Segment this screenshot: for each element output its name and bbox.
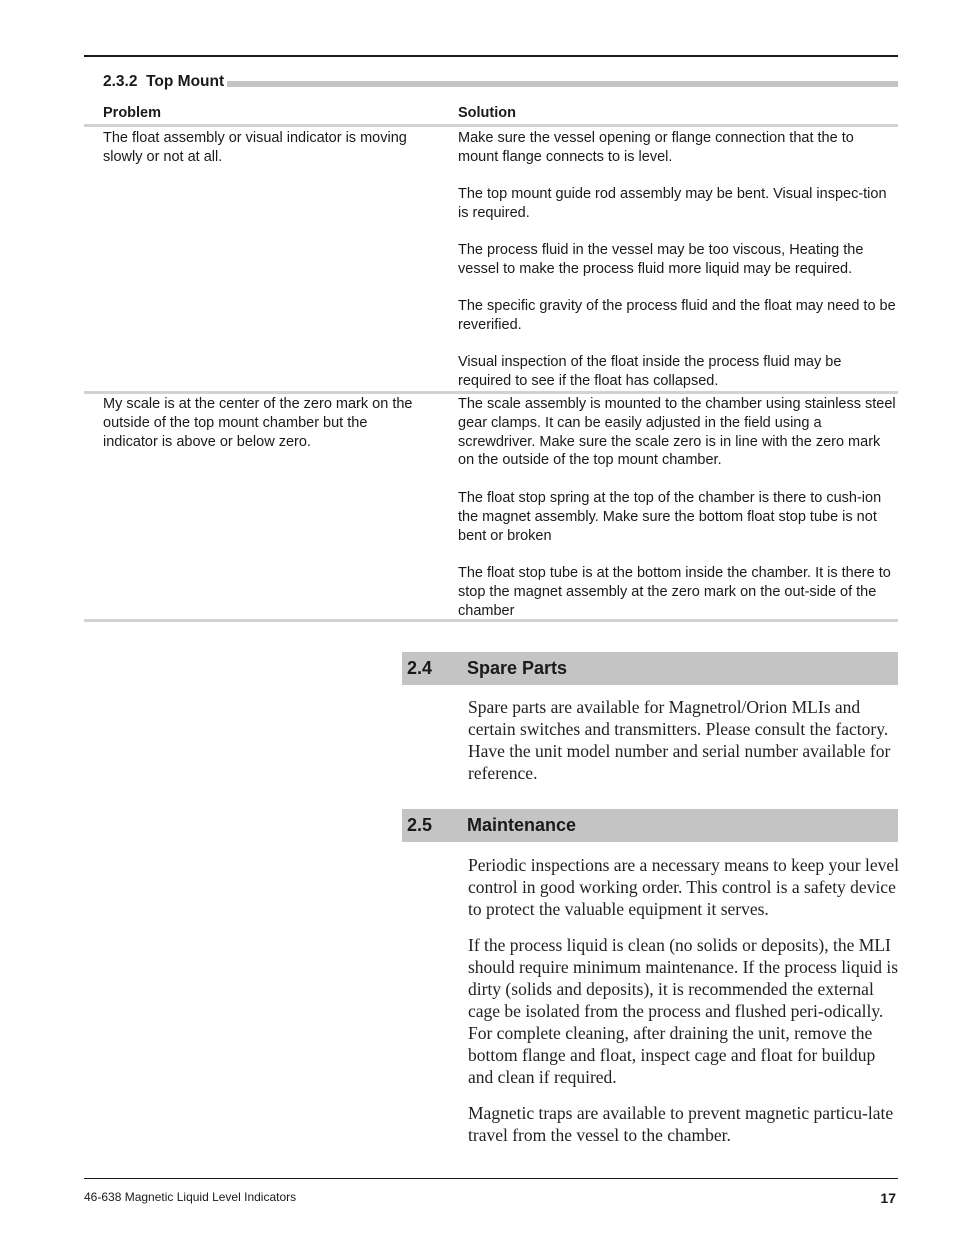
spare-parts-paragraph: Spare parts are available for Magnetrol/Orion MLIs and certain switches and transmitters. Please consult the factory. Have the unit model number and serial number available for reference. <box>468 697 891 783</box>
problem-column-header: Problem <box>103 105 162 121</box>
section-title: Top Mount <box>146 73 225 90</box>
header-rule <box>84 124 898 127</box>
top-rule <box>84 55 898 57</box>
footer-document-title: 46-638 Magnetic Liquid Level Indicators <box>84 1190 297 1204</box>
maintenance-paragraph-3: Magnetic traps are available to prevent magnetic particu-late travel from the vessel to the chamber. <box>468 1103 894 1145</box>
spare-parts-heading <box>402 652 898 685</box>
solution-1-4: The specific gravity of the process fluid and the float may need to be reverified. <box>458 298 896 333</box>
maintenance-number: 2.5 <box>407 815 433 835</box>
footer-rule <box>84 1178 898 1179</box>
solution-1-3: The process fluid in the vessel may be too viscous, Heating the vessel to make the process fluid more liquid may be required. <box>458 242 864 277</box>
section-heading-bar <box>227 81 898 87</box>
table-bottom-rule <box>84 619 898 622</box>
section-heading-top-mount <box>103 72 898 92</box>
maintenance-paragraph-1: Periodic inspections are a necessary means to keep your level control in good working order. This control is a safety device to protect the valuable equipment it serves. <box>468 855 900 919</box>
row-divider <box>84 391 898 394</box>
problem-cell-2: My scale is at the center of the zero mark on the outside of the top mount chamber but the indicator is above or below zero. <box>103 396 413 450</box>
solution-1-1: Make sure the vessel opening or flange connection that the to mount flange connects to is level. <box>458 130 854 165</box>
spare-parts-number: 2.4 <box>407 658 433 678</box>
problem-cell-1: The float assembly or visual indicator is moving slowly or not at all. <box>103 130 407 165</box>
solution-1-5: Visual inspection of the float inside the process fluid may be required to see if the float has collapsed. <box>458 354 842 389</box>
solution-1-2: The top mount guide rod assembly may be bent. Visual inspec-tion is required. <box>458 186 887 221</box>
solution-column-header: Solution <box>458 105 516 121</box>
maintenance-title: Maintenance <box>467 815 577 835</box>
section-heading-text <box>103 73 224 91</box>
section-number: 2.3.2 <box>103 73 138 90</box>
spare-parts-title: Spare Parts <box>467 658 568 678</box>
solution-2-1: The scale assembly is mounted to the chamber using stainless steel gear clamps. It can be easily adjusted in the field using a screwdriver. Make sure the scale zero is in line with the zero mark on the outside of the top mount chamber. <box>458 396 896 469</box>
solution-2-2: The float stop spring at the top of the chamber is there to cush-ion the magnet assembly. Make sure the bottom float stop tube is not bent or broken <box>458 490 882 544</box>
solution-2-3: The float stop tube is at the bottom inside the chamber. It is there to stop the magnet assembly at the zero mark on the out-side of the chamber <box>458 565 891 619</box>
page-number: 17 <box>880 1190 896 1206</box>
maintenance-paragraph-2: If the process liquid is clean (no solids or deposits), the MLI should require minimum maintenance. If the process liquid is dirty (solids and deposits), it is recommended the external cage be isolated from the process and flushed peri-odically. For complete cleaning, after draining the unit, remove the bottom flange and float, inspect cage and float for buildup and clean if required. <box>468 935 899 1087</box>
maintenance-heading <box>402 809 898 842</box>
